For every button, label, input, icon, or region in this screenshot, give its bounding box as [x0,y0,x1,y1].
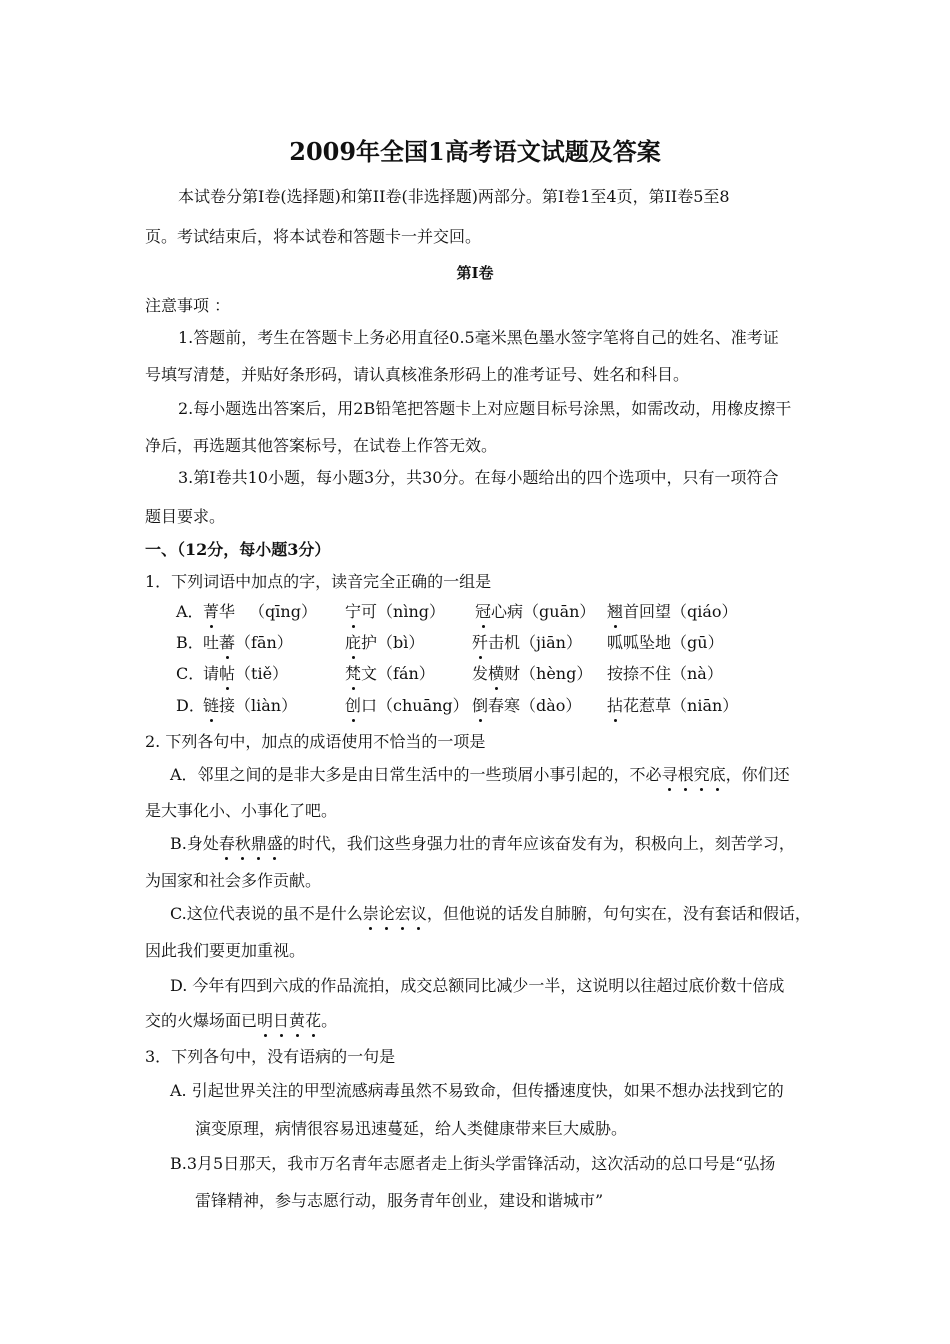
dotted-char: 宏 [394,904,411,923]
dotted-idiom [257,1011,321,1030]
dotted-idiom [662,765,726,784]
part-1-heading: 一、（12分，每小题3分） [145,540,331,559]
dotted-char: 底 [709,765,726,784]
note-2-line-2: 净后，再选题其他答案标号，在试卷上作答无效。 [145,436,498,455]
q1-option-label-c: C． [176,664,205,683]
q1-b-word-1 [203,632,293,654]
word-text: 护（bì） [361,633,425,652]
word-text: 文（fán） [361,664,435,683]
sentence-text: 的时代，我们这些身强力壮的青年应该奋发有为，积极向上，刻苦学习， [282,834,795,853]
dotted-char: 寻 [661,765,678,784]
dotted-char: 链 [203,696,220,715]
q1-a-word-4 [607,601,738,623]
note-3-line-1: 3.第I卷共10小题，每小题3分，共30分。在每小题给出的四个选项中，只有一项符合 [178,468,779,487]
sentence-text: 交的火爆场面已 [145,1011,258,1030]
q3-a-line-1: A. 引起世界关注的甲型流感病毒虽然不易致命，但传播速度快，如果不想办法找到它的 [170,1081,784,1100]
q1-c-word-2 [345,663,435,685]
section-title: 第I卷 [456,264,494,282]
dotted-char: 议 [410,904,427,923]
q2-b-line-1 [170,833,795,855]
q1-b-word-2 [345,632,424,654]
word-text: 请 [203,664,220,683]
q1-d-word-3 [472,695,581,717]
word-text: 吐 [203,633,220,652]
dotted-idiom [219,834,283,853]
word-text: 口（chuāng） [361,696,469,715]
dotted-char: 梵 [345,664,362,683]
word-text: 可（nìng） [361,602,445,621]
dotted-char: 春 [218,834,235,853]
question-1-stem: 1．下列词语中加点的字，读音完全正确的一组是 [145,572,492,591]
q1-c-word-1 [203,663,288,685]
dotted-char: 歼 [472,633,489,652]
q1-option-label-b: B． [176,633,204,652]
q2-c-line-2: 因此我们要更加重视。 [145,941,306,960]
note-2-line-1: 2.每小题选出答案后，用2B铅笔把答题卡上对应题目标号涂黑，如需改动，用橡皮擦干 [178,399,792,418]
dotted-char: 根 [677,765,694,784]
q1-d-word-4 [607,695,738,717]
q3-b-line-1: B.3月5日那天，我市万名青年志愿者走上街头学雷锋活动，这次活动的总口号是“弘扬 [170,1154,776,1173]
dotted-char: 蕃 [219,633,236,652]
dotted-char: 论 [378,904,395,923]
q3-a-line-2: 演变原理，病情很容易迅速蔓延，给人类健康带来巨大威胁。 [195,1119,628,1138]
q2-c-line-1 [170,903,811,925]
note-1-line-2: 号填写清楚，并贴好条形码，请认真核准条形码上的准考证号、姓名和科目。 [145,365,690,384]
word-text: 财（hèng） [504,664,593,683]
question-2-stem: 2. 下列各句中，加点的成语使用不恰当的一项是 [145,732,486,751]
dotted-char: 倒 [472,696,489,715]
word-text: 首回望（qiáo） [623,602,738,621]
pinyin: gū） [687,633,724,652]
q2-d-line-1: D. 今年有四到六成的作品流拍，成交总额同比减少一半，这说明以往超过底价数十倍成 [170,976,785,995]
q1-a-word-1 [203,601,317,623]
q1-a-word-2 [345,601,445,623]
pinyin: （qīng） [249,602,317,621]
dotted-char: 崇 [362,904,379,923]
q1-option-label-a: A． [176,602,204,621]
dotted-char: 菁 [203,602,220,621]
word-text: 按捺不住（nà） [607,664,723,683]
dotted-char: 拈 [607,696,624,715]
sentence-text: C.这位代表说的虽不是什么 [170,904,363,923]
q1-option-label-d: D． [176,696,205,715]
dotted-char: 究 [693,765,710,784]
q2-a-line-2: 是大事化小、小事化了吧。 [145,801,338,820]
word-text: 花惹草（niān） [623,696,739,715]
q2-a-line-1 [170,764,790,786]
q1-c-word-3 [472,663,592,685]
notes-heading: 注意事项 ： [145,296,231,315]
q1-b-word-4 [607,632,724,654]
sentence-text: A．邻里之间的是非大多是由日常生活中的一些琐屑小事引起的，不必 [170,765,662,784]
word-text: 接（liàn） [219,696,298,715]
word-text: 发 [472,664,489,683]
dotted-char: 秋 [234,834,251,853]
q3-b-line-2: 雷锋精神，参与志愿行动，服务青年创业，建设和谐城市” [195,1191,604,1210]
note-1-line-1: 1.答题前，考生在答题卡上务必用直径0.5毫米黑色墨水签字笔将自己的姓名、准考证 [178,328,779,347]
question-3-stem: 3．下列各句中，没有语病的一句是 [145,1047,396,1066]
q1-b-word-3 [472,632,582,654]
document-title: 2009年全国1高考语文试题及答案 [289,137,661,166]
q1-d-word-2 [345,695,469,717]
dotted-char: 冠 [475,602,492,621]
intro-line-1: 本试卷分第I卷(选择题)和第II卷(非选择题)两部分。第I卷1至4页，第II卷5至8 [178,187,730,206]
dotted-char: 日 [273,1011,290,1030]
word-text: 春寒（dào） [488,696,582,715]
dotted-char: 明 [257,1011,274,1030]
q2-b-line-2: 为国家和社会多作贡献。 [145,871,322,890]
word-text: 击机（jiān） [488,633,582,652]
q1-d-word-1 [203,695,297,717]
sentence-text: ，但他说的话发自肺腑，句句实在，没有套话和假话， [426,904,811,923]
dotted-char: 盛 [266,834,283,853]
dotted-char: 横 [488,664,505,683]
pinyin: （tiě） [235,664,289,683]
dotted-char: 翘 [607,602,624,621]
dotted-char: 宁 [345,602,362,621]
note-3-line-2: 题目要求。 [145,507,226,526]
dotted-char: 庇 [345,633,362,652]
dotted-idiom [363,904,427,923]
intro-line-2: 页。考试结束后，将本试卷和答题卡一并交回。 [145,227,482,246]
word-text: 呱呱坠地（ [607,633,688,652]
dotted-char: 帖 [219,664,236,683]
sentence-text: B.身处 [170,834,219,853]
word-text: 华 [219,602,236,621]
q1-c-word-4 [607,663,723,685]
dotted-char: 花 [305,1011,322,1030]
sentence-text: ，你们还 [725,765,790,784]
word-text: 心病（guān） [491,602,596,621]
q2-d-line-2 [145,1010,337,1032]
dotted-char: 鼎 [250,834,267,853]
dotted-char: 黄 [289,1011,306,1030]
q1-a-word-3 [475,601,595,623]
pinyin: （fān） [235,633,293,652]
sentence-text: 。 [321,1011,338,1030]
dotted-char: 创 [345,696,362,715]
